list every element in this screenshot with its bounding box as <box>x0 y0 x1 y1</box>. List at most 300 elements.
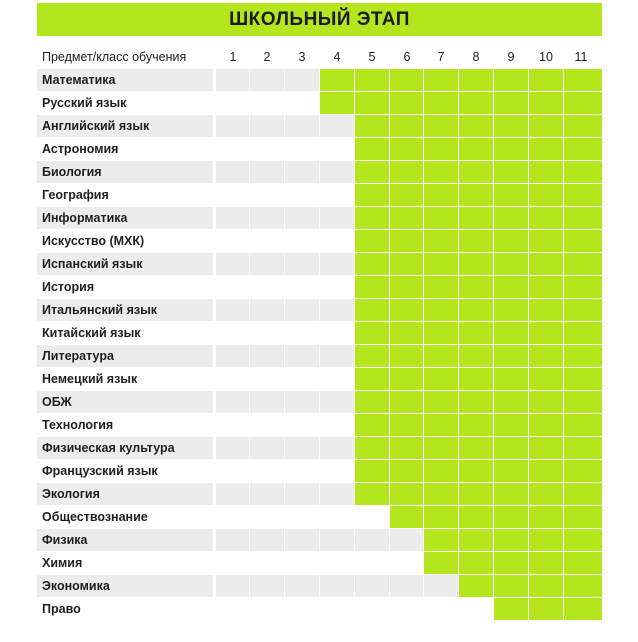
grade-cell-empty <box>216 345 249 367</box>
grade-cell-participating <box>390 368 423 390</box>
grade-cell-participating <box>494 414 528 436</box>
grade-header-8: 8 <box>472 50 480 64</box>
grade-cell-participating <box>459 460 493 482</box>
grade-cell-participating <box>424 299 458 321</box>
grade-cell-empty <box>285 207 319 229</box>
grade-header-6: 6 <box>403 50 411 64</box>
grade-cell-empty <box>250 184 284 206</box>
grade-cell-participating <box>459 437 493 459</box>
grade-cell-participating <box>459 529 493 551</box>
subject-name: Китайский язык <box>42 326 141 340</box>
table-row <box>37 552 602 574</box>
grade-cell-empty <box>285 92 319 114</box>
grade-cell-empty <box>320 460 354 482</box>
grade-cell-empty <box>355 506 389 528</box>
grade-cell-participating <box>459 92 493 114</box>
grade-cell-participating <box>564 161 602 183</box>
grade-cell-participating <box>459 276 493 298</box>
grade-cell-participating <box>424 184 458 206</box>
table-row <box>37 276 602 298</box>
grade-cell-empty <box>250 552 284 574</box>
grade-cell-participating <box>424 161 458 183</box>
grade-cell-participating <box>529 92 563 114</box>
grade-cell-participating <box>564 575 602 597</box>
grade-cell-participating <box>355 414 389 436</box>
grade-cell-participating <box>529 276 563 298</box>
grade-cell-empty <box>250 414 284 436</box>
grade-cell-participating <box>529 437 563 459</box>
grade-cell-empty <box>320 345 354 367</box>
table-row <box>37 184 602 206</box>
grade-cell-empty <box>250 253 284 275</box>
grade-cell-participating <box>494 483 528 505</box>
table-row <box>37 460 602 482</box>
grade-cell-empty <box>285 322 319 344</box>
table-row <box>37 575 602 597</box>
grade-cell-participating <box>355 69 389 91</box>
grade-cell-empty <box>250 115 284 137</box>
grade-cell-empty <box>355 529 389 551</box>
table-row <box>37 506 602 528</box>
subject-name: Астрономия <box>42 142 119 156</box>
grade-cell-empty <box>320 207 354 229</box>
grade-cell-participating <box>529 575 563 597</box>
grade-cell-empty <box>250 299 284 321</box>
title-banner <box>37 3 602 36</box>
grade-cell-participating <box>390 414 423 436</box>
grade-cell-empty <box>216 414 249 436</box>
grade-cell-participating <box>494 575 528 597</box>
grade-cell-participating <box>529 598 563 620</box>
table-row <box>37 69 602 91</box>
grade-cell-participating <box>529 552 563 574</box>
grade-cell-participating <box>459 506 493 528</box>
grade-cell-participating <box>355 483 389 505</box>
table-row <box>37 414 602 436</box>
grade-cell-empty <box>216 253 249 275</box>
grade-cell-empty <box>390 529 423 551</box>
grade-cell-empty <box>285 115 319 137</box>
grade-cell-participating <box>564 598 602 620</box>
grade-cell-participating <box>355 345 389 367</box>
grade-cell-participating <box>459 368 493 390</box>
grade-cell-participating <box>494 552 528 574</box>
grade-cell-empty <box>250 368 284 390</box>
grade-cell-participating <box>320 69 354 91</box>
grade-cell-participating <box>424 69 458 91</box>
grade-cell-participating <box>355 322 389 344</box>
grade-cell-empty <box>285 437 319 459</box>
grade-cell-participating <box>355 368 389 390</box>
grade-cell-participating <box>459 414 493 436</box>
grade-cell-participating <box>494 115 528 137</box>
grade-cell-participating <box>564 115 602 137</box>
grade-cell-participating <box>424 230 458 252</box>
grade-cell-participating <box>355 391 389 413</box>
grade-cell-participating <box>390 299 423 321</box>
grade-cell-participating <box>494 437 528 459</box>
grade-cell-participating <box>424 506 458 528</box>
grade-cell-participating <box>529 299 563 321</box>
grade-cell-empty <box>285 276 319 298</box>
grade-cell-empty <box>320 483 354 505</box>
grade-cell-empty <box>216 506 249 528</box>
grade-cell-empty <box>216 575 249 597</box>
grade-cell-participating <box>459 552 493 574</box>
grade-cell-empty <box>216 368 249 390</box>
table-row <box>37 138 602 160</box>
grade-cell-participating <box>355 161 389 183</box>
subject-name: Технология <box>42 418 114 432</box>
grade-cell-empty <box>355 575 389 597</box>
grade-cell-participating <box>494 92 528 114</box>
grade-cell-participating <box>390 115 423 137</box>
grade-header-5: 5 <box>368 50 376 64</box>
grade-cell-participating <box>390 207 423 229</box>
grade-cell-empty <box>285 230 319 252</box>
grade-cell-participating <box>494 69 528 91</box>
grade-cell-empty <box>285 552 319 574</box>
grade-cell-participating <box>494 460 528 482</box>
grade-cell-empty <box>320 506 354 528</box>
grade-cell-participating <box>459 115 493 137</box>
grade-cell-participating <box>355 207 389 229</box>
grade-cell-participating <box>459 161 493 183</box>
grade-cell-empty <box>320 115 354 137</box>
subject-name: Физическая культура <box>37 437 213 459</box>
grade-cell-participating <box>424 253 458 275</box>
grade-cell-empty <box>250 460 284 482</box>
grade-cell-empty <box>285 69 319 91</box>
grade-cell-empty <box>320 529 354 551</box>
grade-cell-participating <box>529 138 563 160</box>
grade-cell-participating <box>424 460 458 482</box>
grade-cell-empty <box>250 161 284 183</box>
grade-cell-empty <box>285 506 319 528</box>
grade-cell-empty <box>250 69 284 91</box>
grade-cell-empty <box>320 552 354 574</box>
grade-cell-empty <box>285 184 319 206</box>
grade-cell-empty <box>285 529 319 551</box>
grade-cell-empty <box>320 368 354 390</box>
grade-cell-participating <box>424 138 458 160</box>
grade-cell-participating <box>494 207 528 229</box>
grade-cell-participating <box>459 299 493 321</box>
grade-cell-empty <box>250 207 284 229</box>
grade-cell-empty <box>320 138 354 160</box>
grade-cell-empty <box>320 299 354 321</box>
grade-cell-empty <box>320 276 354 298</box>
grade-cell-empty <box>355 598 389 620</box>
grade-cell-participating <box>529 391 563 413</box>
grade-cell-participating <box>564 345 602 367</box>
grade-cell-empty <box>320 161 354 183</box>
grade-cell-empty <box>216 230 249 252</box>
grade-cell-participating <box>390 437 423 459</box>
grade-cell-participating <box>529 460 563 482</box>
grade-cell-participating <box>564 391 602 413</box>
grade-cell-empty <box>285 414 319 436</box>
grade-cell-empty <box>320 230 354 252</box>
grade-cell-participating <box>459 322 493 344</box>
grade-cell-empty <box>216 69 249 91</box>
grade-cell-empty <box>216 161 249 183</box>
grade-cell-participating <box>494 391 528 413</box>
grade-cell-participating <box>564 437 602 459</box>
grade-cell-participating <box>424 483 458 505</box>
grade-cell-participating <box>459 230 493 252</box>
grade-cell-participating <box>424 92 458 114</box>
grade-cell-participating <box>390 345 423 367</box>
grade-cell-participating <box>390 322 423 344</box>
grade-cell-empty <box>320 322 354 344</box>
grade-cell-empty <box>285 161 319 183</box>
grade-cell-participating <box>390 69 423 91</box>
subject-name: Литература <box>37 345 213 367</box>
grade-cell-participating <box>459 253 493 275</box>
subject-name: Немецкий язык <box>42 372 138 386</box>
grade-cell-empty <box>355 552 389 574</box>
grade-cell-empty <box>250 529 284 551</box>
subject-name: Искусство (МХК) <box>42 234 145 248</box>
grade-cell-participating <box>494 161 528 183</box>
grade-cell-participating <box>564 299 602 321</box>
grade-cell-participating <box>459 207 493 229</box>
grade-cell-participating <box>564 138 602 160</box>
grade-cell-empty <box>390 575 423 597</box>
grade-cell-participating <box>564 207 602 229</box>
grade-cell-participating <box>529 345 563 367</box>
table-row <box>37 230 602 252</box>
grade-cell-participating <box>390 460 423 482</box>
grade-cell-participating <box>564 414 602 436</box>
subject-name: Английский язык <box>37 115 213 137</box>
grade-cell-empty <box>250 230 284 252</box>
table-row <box>37 598 602 620</box>
grade-cell-participating <box>564 368 602 390</box>
grade-cell-participating <box>494 138 528 160</box>
grade-cell-participating <box>494 345 528 367</box>
table-header <box>0 46 638 68</box>
grade-cell-participating <box>424 345 458 367</box>
grade-cell-participating <box>424 414 458 436</box>
grade-cell-empty <box>390 598 423 620</box>
grade-cell-participating <box>494 368 528 390</box>
grade-cell-participating <box>494 230 528 252</box>
grade-cell-empty <box>320 391 354 413</box>
grade-cell-participating <box>459 184 493 206</box>
subject-name: Химия <box>42 556 83 570</box>
grade-cell-empty <box>250 345 284 367</box>
grade-cell-empty <box>250 276 284 298</box>
subject-name: Итальянский язык <box>37 299 213 321</box>
grade-cell-participating <box>459 483 493 505</box>
grade-cell-participating <box>390 276 423 298</box>
grade-cell-participating <box>390 161 423 183</box>
table-row <box>37 253 602 275</box>
grade-cell-participating <box>529 414 563 436</box>
grade-cell-participating <box>564 552 602 574</box>
table-row <box>37 529 602 551</box>
grade-cell-empty <box>320 414 354 436</box>
grade-cell-empty <box>216 138 249 160</box>
table-row <box>37 437 602 459</box>
grade-cell-participating <box>564 460 602 482</box>
grade-cell-empty <box>216 299 249 321</box>
grade-cell-participating <box>564 253 602 275</box>
grade-cell-participating <box>459 138 493 160</box>
grade-cell-empty <box>320 575 354 597</box>
grade-cell-empty <box>250 575 284 597</box>
table-row <box>37 299 602 321</box>
grade-header-3: 3 <box>298 50 306 64</box>
grade-cell-participating <box>355 230 389 252</box>
grade-cell-participating <box>529 529 563 551</box>
grade-cell-participating <box>390 253 423 275</box>
grade-cell-participating <box>529 161 563 183</box>
table-row <box>37 207 602 229</box>
grade-cell-empty <box>250 437 284 459</box>
grade-cell-participating <box>459 345 493 367</box>
grade-cell-empty <box>285 483 319 505</box>
grade-cell-participating <box>494 322 528 344</box>
grade-cell-participating <box>424 207 458 229</box>
grade-cell-participating <box>355 299 389 321</box>
grade-cell-participating <box>529 368 563 390</box>
grade-cell-participating <box>355 437 389 459</box>
grade-cell-participating <box>390 92 423 114</box>
grade-cell-empty <box>216 92 249 114</box>
grade-cell-participating <box>564 322 602 344</box>
subject-name: Информатика <box>37 207 213 229</box>
grade-cell-participating <box>494 299 528 321</box>
grade-cell-empty <box>424 598 458 620</box>
table-row <box>37 345 602 367</box>
table-row <box>37 483 602 505</box>
grade-cell-empty <box>285 460 319 482</box>
grade-cell-empty <box>320 598 354 620</box>
subject-name: Биология <box>37 161 213 183</box>
grade-cell-participating <box>564 230 602 252</box>
grade-cell-participating <box>390 138 423 160</box>
grade-cell-empty <box>285 575 319 597</box>
grade-cell-empty <box>216 529 249 551</box>
subject-name: Русский язык <box>42 96 127 110</box>
grade-cell-participating <box>390 506 423 528</box>
grade-header-1: 1 <box>229 50 237 64</box>
grade-header-2: 2 <box>263 50 271 64</box>
grade-cell-participating <box>424 322 458 344</box>
grade-cell-participating <box>494 253 528 275</box>
grade-cell-empty <box>285 598 319 620</box>
grade-cell-participating <box>529 483 563 505</box>
grade-cell-participating <box>424 552 458 574</box>
grade-cell-participating <box>424 276 458 298</box>
grade-cell-empty <box>250 598 284 620</box>
grade-cell-participating <box>355 92 389 114</box>
grade-cell-empty <box>285 368 319 390</box>
grade-cell-participating <box>494 529 528 551</box>
grade-cell-empty <box>285 299 319 321</box>
grade-header-4: 4 <box>333 50 341 64</box>
subject-name: Обществознание <box>42 510 148 524</box>
grade-cell-participating <box>529 230 563 252</box>
grade-cell-empty <box>285 345 319 367</box>
grade-cell-empty <box>216 207 249 229</box>
subject-name: Испанский язык <box>37 253 213 275</box>
page-title: ШКОЛЬНЫЙ ЭТАП <box>229 8 410 30</box>
grade-cell-participating <box>355 184 389 206</box>
grade-cell-empty <box>216 598 249 620</box>
subject-grade-header: Предмет/класс обучения <box>42 50 187 64</box>
grade-cell-participating <box>459 69 493 91</box>
grade-cell-participating <box>355 138 389 160</box>
grade-header-7: 7 <box>437 50 445 64</box>
grade-cell-participating <box>355 253 389 275</box>
grade-cell-participating <box>390 230 423 252</box>
table-row <box>37 391 602 413</box>
grade-cell-participating <box>494 276 528 298</box>
grade-cell-empty <box>216 483 249 505</box>
table-row <box>37 115 602 137</box>
grade-cell-participating <box>424 368 458 390</box>
grade-cell-participating <box>459 575 493 597</box>
grade-cell-empty <box>216 276 249 298</box>
subject-name: Математика <box>37 69 213 91</box>
grade-cell-participating <box>564 92 602 114</box>
grade-cell-participating <box>390 184 423 206</box>
grade-cell-participating <box>424 437 458 459</box>
grade-cell-empty <box>216 184 249 206</box>
grade-cell-empty <box>250 391 284 413</box>
grade-cell-empty <box>216 391 249 413</box>
grade-cell-empty <box>216 115 249 137</box>
grade-cell-participating <box>529 322 563 344</box>
grade-cell-empty <box>250 92 284 114</box>
grade-cell-participating <box>564 184 602 206</box>
grade-cell-participating <box>459 391 493 413</box>
grade-cell-participating <box>564 483 602 505</box>
grade-cell-participating <box>529 69 563 91</box>
grade-cell-empty <box>250 483 284 505</box>
grade-cell-participating <box>355 460 389 482</box>
grade-cell-participating <box>390 391 423 413</box>
subject-name: История <box>42 280 95 294</box>
grade-cell-participating <box>529 506 563 528</box>
grade-cell-empty <box>216 437 249 459</box>
grade-cell-participating <box>529 184 563 206</box>
grade-cell-empty <box>424 575 458 597</box>
grade-cell-empty <box>285 253 319 275</box>
grade-cell-participating <box>529 253 563 275</box>
grade-cell-empty <box>459 598 493 620</box>
grade-header-10: 10 <box>539 50 553 64</box>
grade-cell-empty <box>285 391 319 413</box>
grade-cell-participating <box>355 276 389 298</box>
table-row <box>37 368 602 390</box>
subject-name: География <box>42 188 109 202</box>
subject-name: Французский язык <box>42 464 158 478</box>
grade-cell-participating <box>494 598 528 620</box>
grade-cell-participating <box>564 69 602 91</box>
grade-cell-empty <box>216 460 249 482</box>
grade-cell-empty <box>390 552 423 574</box>
grade-cell-empty <box>216 552 249 574</box>
grade-cell-empty <box>250 138 284 160</box>
subject-name: Экономика <box>37 575 213 597</box>
grade-header-9: 9 <box>507 50 515 64</box>
table-row <box>37 92 602 114</box>
